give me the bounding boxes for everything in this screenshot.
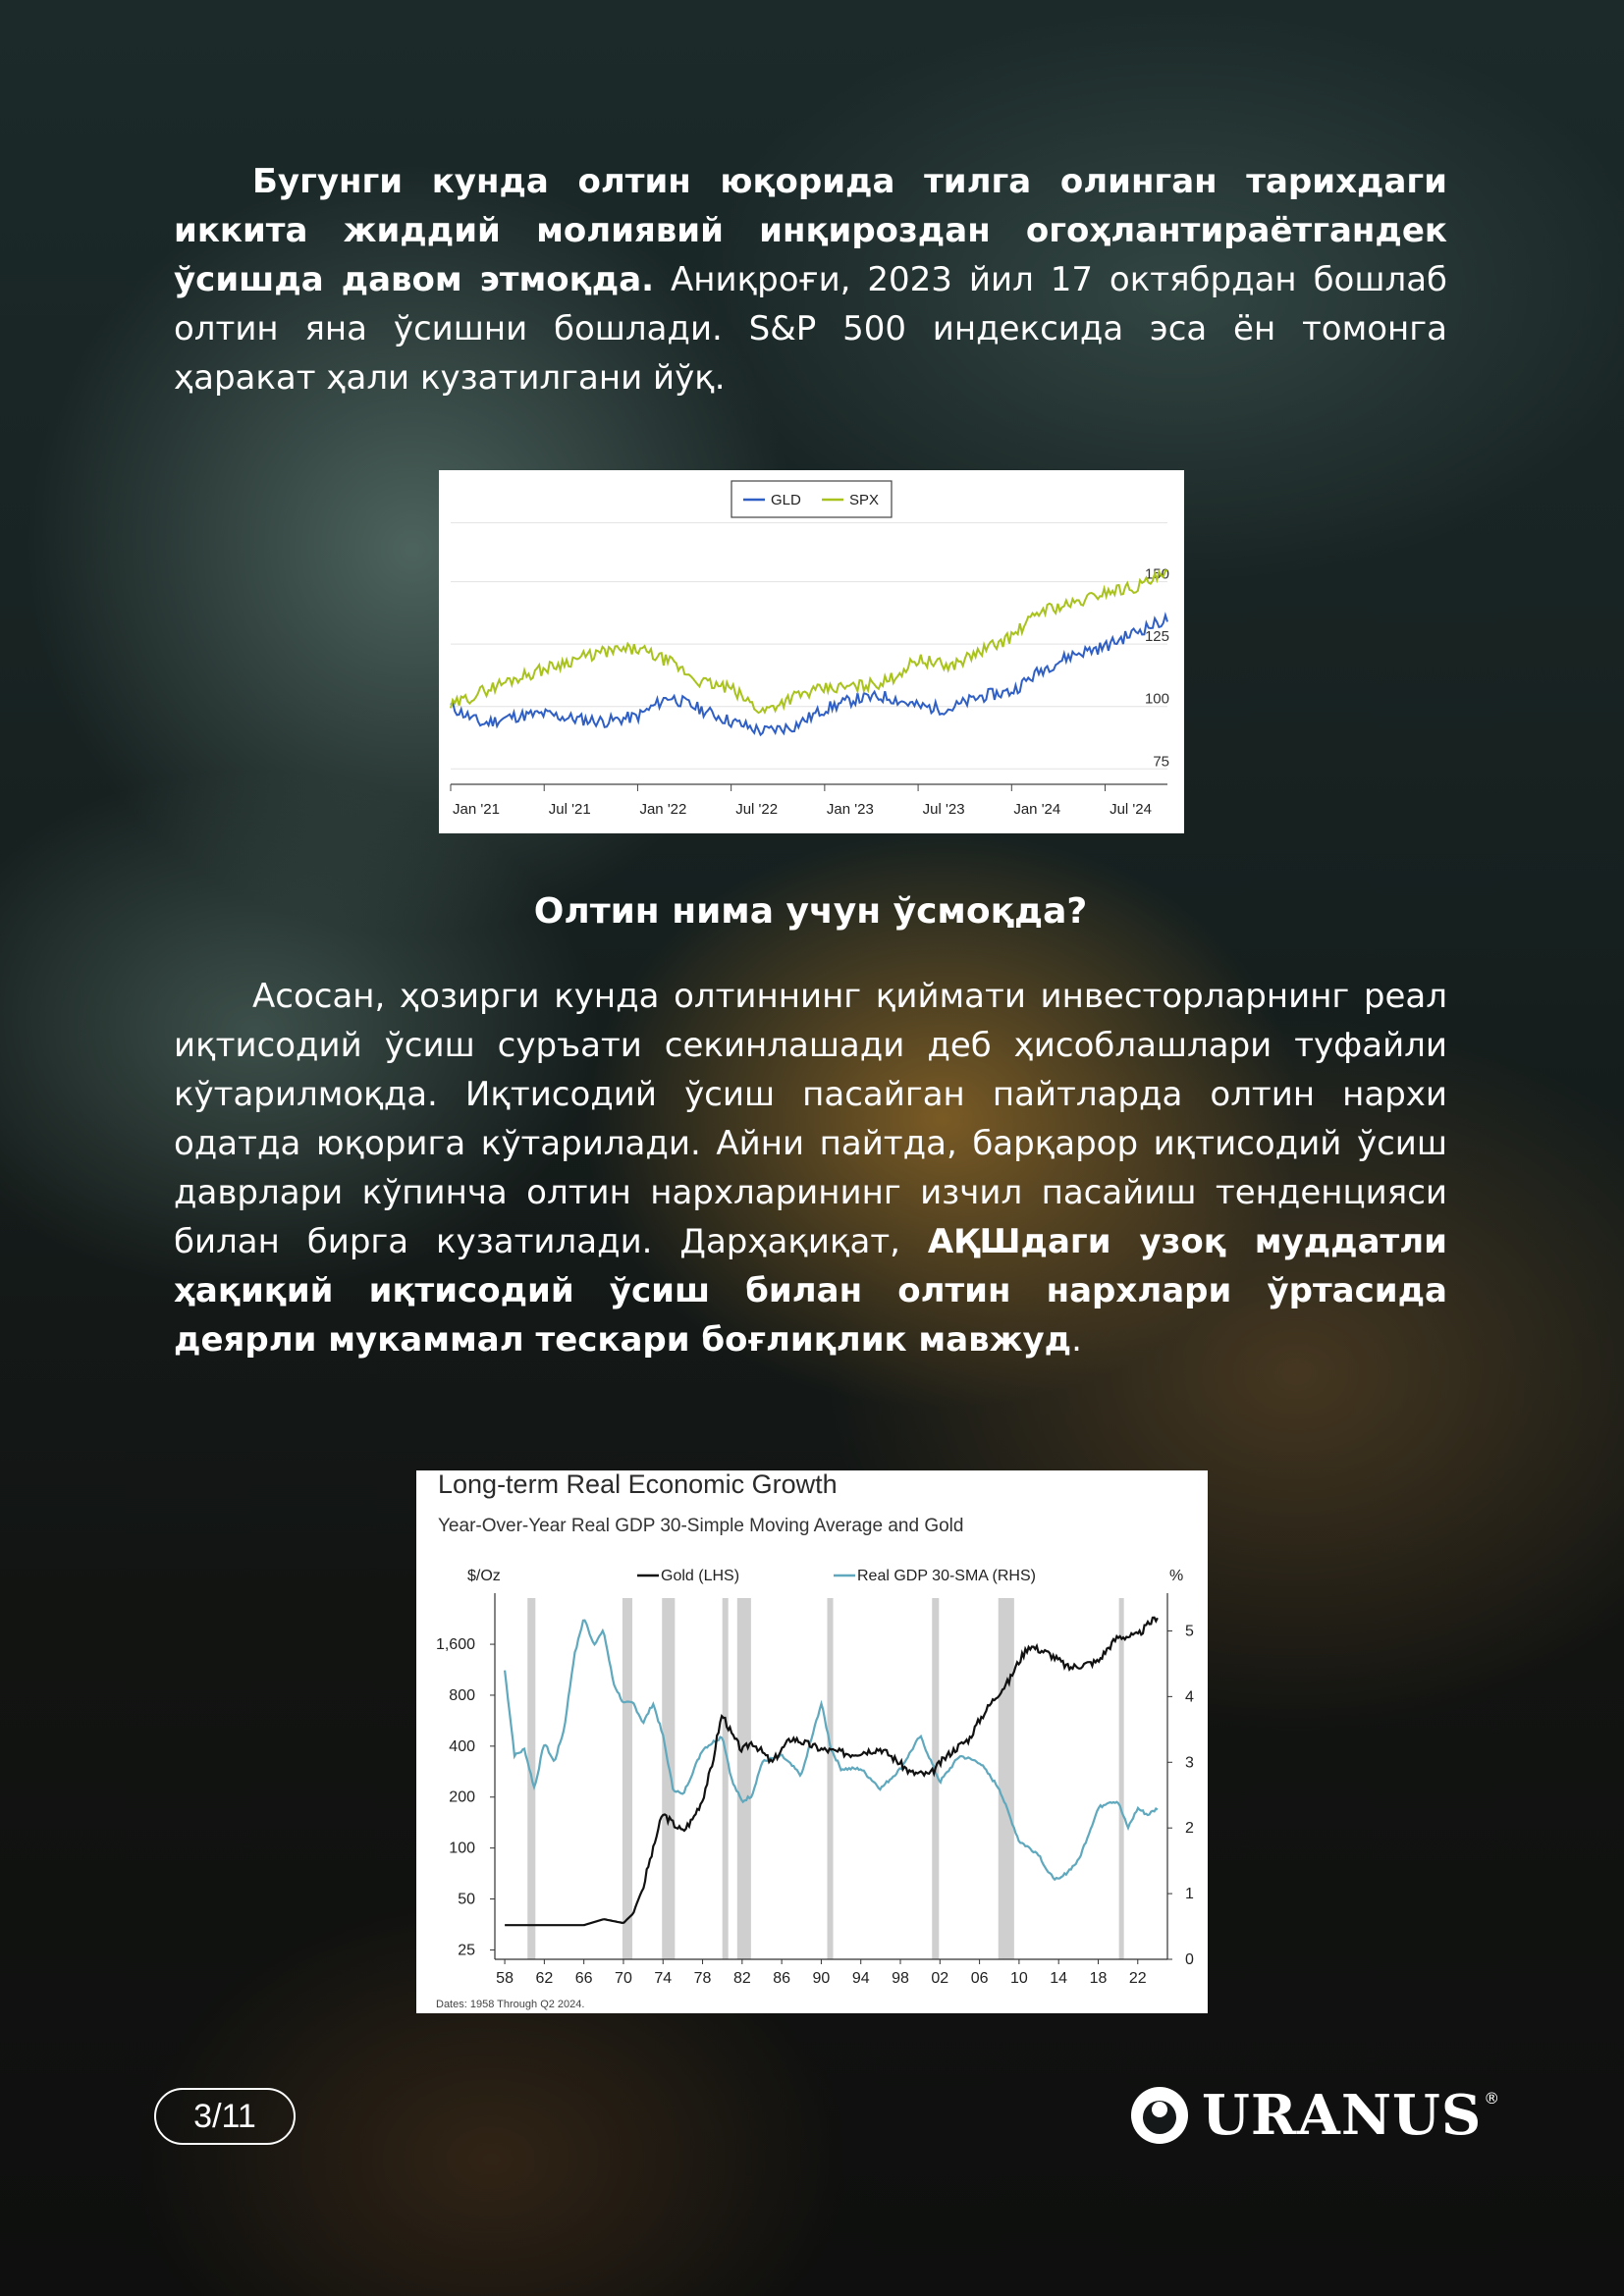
y-right-tick-label: 0	[1185, 1951, 1194, 1968]
recession-band	[999, 1598, 1014, 1959]
y-left-tick-label: 1,600	[435, 1636, 475, 1654]
x-tick-label: 62	[535, 1970, 554, 1987]
gld-spx-chart-svg	[439, 470, 1184, 833]
x-tick-label: 22	[1128, 1970, 1147, 1987]
x-tick-label: 78	[693, 1970, 712, 1987]
legend	[731, 481, 892, 517]
legend	[637, 1568, 1036, 1584]
uranus-logo	[1129, 2081, 1499, 2150]
y-left-tick-label: 100	[449, 1840, 475, 1857]
logo-text: URANUS	[1202, 2083, 1483, 2148]
body-regular-text: Асосан, ҳозирги кунда олтиннинг қиймати инвесторларнинг реал иқтисодий ўсиш суръати секинлашади деб ҳисоблашлари туфайли кўтарилмоқда. Иқтисодий ўсиш пасайган пайтларда олтин нархи одатда юқорига кўтарилади. Айни пайтда, барқарор иқтисодий ўсиш даврлари кўпинча олтин нархларининг изчил пасайиш тенденцияси билан бирга кузатилади. Дарҳақиқат,	[174, 977, 1447, 1261]
intro-bold-text: Бугунги кунда олтин юқорида тилга олинган тарихдаги иккита жиддий молиявий инқироздан огоҳлантираётгандек ўсишда давом этмоқда.	[174, 162, 1447, 299]
body-end-text: .	[1071, 1320, 1082, 1360]
intro-regular-text: Аниқроғи, 2023 йил 17 октябрдан бошлаб олтин яна ўсишни бошлади. S&P 500 индексида эса ён томонга ҳаракат ҳали кузатилгани йўқ.	[174, 260, 1447, 398]
gold-gdp-chart	[416, 1470, 1208, 2013]
section-heading: Олтин нима учун ўсмоқда?	[533, 891, 1088, 932]
legend-label: Real GDP 30-SMA (RHS)	[857, 1568, 1036, 1584]
y-right-tick-label: 2	[1185, 1820, 1194, 1838]
legend-label: Gold (LHS)	[661, 1568, 740, 1584]
x-tick-label: 98	[892, 1970, 909, 1987]
x-tick-label: 86	[773, 1970, 791, 1987]
x-tick-label: 70	[615, 1970, 632, 1987]
recession-band	[1119, 1598, 1124, 1959]
x-tick-label: 74	[654, 1970, 673, 1987]
recession-band	[827, 1598, 833, 1959]
x-tick-label: 10	[1009, 1970, 1028, 1987]
y-tick-label: 100	[1144, 690, 1169, 708]
series-line-spx	[451, 570, 1167, 713]
intro-paragraph	[174, 157, 1447, 402]
x-tick-label: Jul '22	[735, 801, 779, 818]
y-right-tick-label: 1	[1185, 1886, 1194, 1903]
y-right-tick-label: 4	[1185, 1688, 1194, 1706]
y-right-label: %	[1169, 1568, 1184, 1584]
page-number: 3/11	[193, 2097, 256, 2135]
x-tick-label: Jan '24	[1013, 801, 1061, 818]
x-tick-label: Jul '23	[922, 801, 965, 818]
x-tick-label: 82	[732, 1970, 751, 1987]
x-tick-label: 06	[970, 1970, 989, 1987]
y-right-tick-label: 3	[1185, 1754, 1194, 1772]
x-tick-label: Jan '22	[639, 801, 687, 818]
x-tick-label: Jan '21	[453, 801, 500, 818]
y-right-tick-label: 5	[1185, 1623, 1194, 1640]
body-bold-text: АҚШдаги узоқ муддатли ҳақиқий иқтисодий ўсиш билан олтин нархлари ўртасида деярли мукаммал тескари боғлиқлик мавжуд	[174, 1222, 1447, 1360]
x-tick-label: Jul '24	[1110, 801, 1152, 818]
y-left-tick-label: 25	[458, 1942, 475, 1959]
legend-label: GLD	[771, 492, 801, 508]
recession-band	[723, 1598, 729, 1959]
series-line-gld	[451, 615, 1167, 735]
x-tick-label: 90	[812, 1970, 831, 1987]
y-left-tick-label: 800	[449, 1686, 475, 1704]
chart-subtitle: Year-Over-Year Real GDP 30-Simple Moving Average and Gold	[438, 1516, 964, 1536]
legend-label: SPX	[849, 492, 880, 508]
x-tick-label: Jan '23	[826, 801, 874, 818]
y-left-label: $/Oz	[467, 1568, 501, 1584]
x-tick-label: Jul '21	[548, 801, 591, 818]
x-tick-label: 58	[496, 1970, 514, 1987]
chart-title: Long-term Real Economic Growth	[438, 1470, 838, 1499]
chart-note: Dates: 1958 Through Q2 2024.	[436, 1999, 585, 2010]
y-left-tick-label: 400	[449, 1737, 475, 1755]
y-left-tick-label: 200	[449, 1789, 475, 1806]
logo-registered-mark: ®	[1484, 2089, 1500, 2108]
body-paragraph	[174, 972, 1447, 1364]
y-tick-label: 150	[1144, 565, 1169, 583]
y-left-tick-label: 50	[458, 1891, 475, 1908]
uranus-logo-icon	[1129, 2085, 1190, 2146]
x-tick-label: 66	[574, 1970, 593, 1987]
x-tick-label: 02	[931, 1970, 949, 1987]
y-tick-label: 125	[1144, 628, 1169, 646]
recession-band	[623, 1598, 632, 1959]
gld-spx-chart	[439, 470, 1184, 833]
recession-band	[737, 1598, 751, 1959]
page-number-badge	[154, 2088, 296, 2145]
x-tick-label: 14	[1050, 1970, 1068, 1987]
recession-band	[662, 1598, 675, 1959]
x-tick-label: 94	[851, 1970, 870, 1987]
x-tick-label: 18	[1089, 1970, 1108, 1987]
gold-gdp-chart-svg	[416, 1470, 1208, 2013]
y-tick-label: 75	[1153, 753, 1169, 771]
